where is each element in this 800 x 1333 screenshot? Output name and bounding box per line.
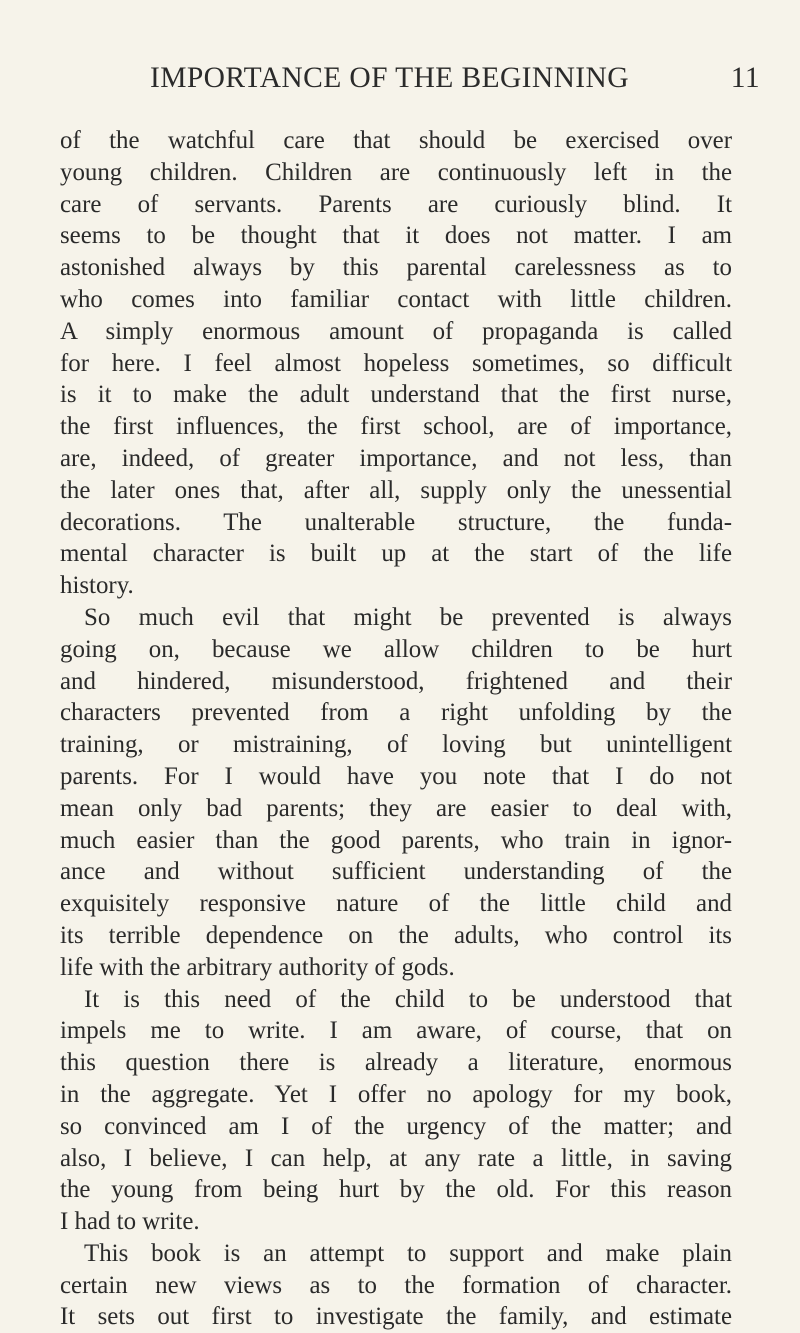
text-line: going on, because we allow children to be hurt: [60, 635, 732, 663]
text-line: who comes into familiar contact with little children.: [60, 285, 732, 313]
text-line: certain new views as to the formation of character.: [60, 1271, 732, 1299]
text-line: So much evil that might be prevented is always: [84, 603, 732, 631]
text-line: exquisitely responsive nature of the little child and: [60, 890, 732, 918]
text-line: characters prevented from a right unfolding by the: [60, 699, 732, 727]
chapter-title: IMPORTANCE OF THE BEGINNING: [150, 62, 629, 94]
text-line: decorations. The unalterable structure, the funda-: [60, 508, 732, 536]
text-line: It sets out first to investigate the family, and estimate: [60, 1303, 732, 1331]
text-line: young children. Children are continuously left in the: [60, 158, 732, 186]
page-number: 11: [730, 62, 760, 94]
text-line: impels me to write. I am aware, of course, that on: [60, 1017, 732, 1045]
text-line: I had to write.: [60, 1208, 200, 1236]
text-line: ance and without sufficient understanding of the: [60, 858, 732, 886]
text-line: life with the arbitrary authority of gods.: [60, 953, 455, 981]
text-line: so convinced am I of the urgency of the matter; and: [60, 1112, 732, 1140]
text-line: mental character is built up at the start of the life: [60, 540, 732, 568]
text-line: of the watchful care that should be exercised over: [60, 127, 732, 154]
text-line: are, indeed, of greater importance, and not less, than: [60, 444, 732, 472]
text-line: this question there is already a literature, enormous: [60, 1049, 732, 1077]
text-line: and hindered, misunderstood, frightened and their: [60, 667, 732, 695]
text-line: the young from being hurt by the old. For this reason: [60, 1176, 732, 1204]
text-line: also, I believe, I can help, at any rate a little, in saving: [60, 1144, 732, 1172]
text-line: seems to be thought that it does not matter. I am: [60, 222, 732, 250]
text-line: is it to make the adult understand that the first nurse,: [60, 381, 732, 409]
text-line: This book is an attempt to support and make plain: [84, 1239, 732, 1267]
text-line: training, or mistraining, of loving but unintelligent: [60, 731, 732, 759]
text-line: in the aggregate. Yet I offer no apology for my book,: [60, 1080, 732, 1108]
text-line: for here. I feel almost hopeless sometimes, so difficult: [60, 349, 732, 377]
text-line: It is this need of the child to be understood that: [84, 985, 732, 1013]
text-line: much easier than the good parents, who train in ignor-: [60, 826, 732, 854]
text-line: A simply enormous amount of propaganda is called: [60, 317, 732, 345]
text-line: parents. For I would have you note that I do not: [60, 762, 732, 790]
text-line: the later ones that, after all, supply only the unessential: [60, 476, 732, 504]
running-head: [60, 62, 760, 102]
text-line: its terrible dependence on the adults, who control its: [60, 921, 732, 949]
body-text: [60, 125, 732, 1333]
text-line: the first influences, the first school, are of importance,: [60, 413, 732, 441]
text-line: history.: [60, 572, 134, 600]
text-line: mean only bad parents; they are easier to deal with,: [60, 794, 732, 822]
text-line: astonished always by this parental carelessness as to: [60, 254, 732, 282]
text-line: care of servants. Parents are curiously blind. It: [60, 190, 732, 218]
